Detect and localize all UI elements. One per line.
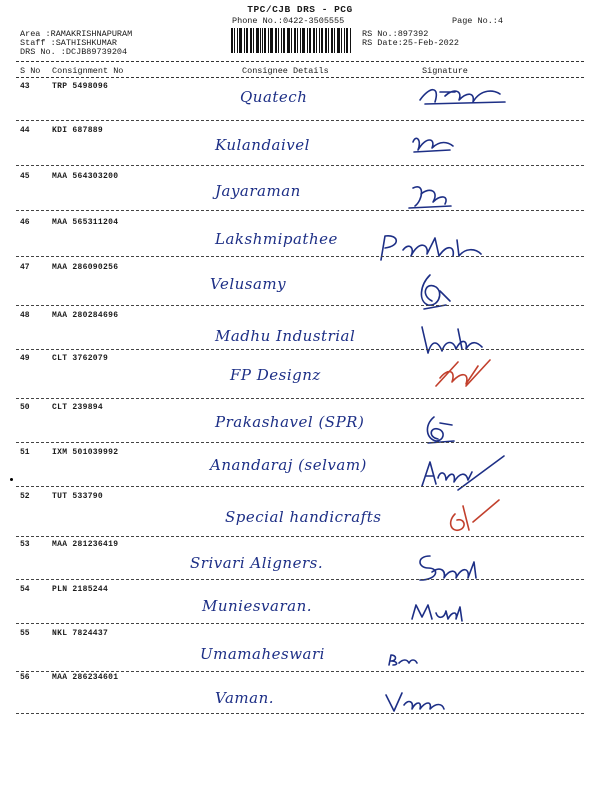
barcode-bar [307,28,308,53]
row-consignee: Lakshmipathee [215,230,338,248]
row-sno: 45 [20,172,30,181]
row-divider [16,349,584,350]
row-sno: 47 [20,263,30,272]
row-consignment: NKL 7824437 [52,629,109,638]
signature-image [445,496,505,536]
row-consignee: Vaman. [215,689,274,707]
barcode-bar [313,28,315,53]
row-sno: 50 [20,403,30,412]
barcode-bar [244,28,245,53]
barcode-bar [283,28,285,53]
barcode-bar [264,28,266,53]
row-sno: 52 [20,492,30,501]
row-divider [16,165,584,166]
barcode-bar [262,28,263,53]
barcode-bar [239,28,242,53]
signature-image [408,130,458,158]
row-divider [16,486,584,487]
barcode-bar [344,28,345,53]
staff-label: Staff :SATHISHKUMAR [20,38,117,48]
row-sno: 44 [20,126,30,135]
barcode-bar [270,28,273,53]
signature-image [418,319,488,357]
row-consignment: CLT 239894 [52,403,104,412]
header-divider-bottom [16,77,584,78]
row-consignee: Madhu Industrial [215,327,356,345]
row-consignment: MAA 281236419 [52,540,119,549]
area-label: Area :RAMAKRISHNAPURAM [20,29,133,39]
barcode-bar [337,28,340,53]
col-consignee-header: Consignee Details [242,66,329,76]
barcode-bar [294,28,296,53]
row-consignee: Anandaraj (selvam) [210,456,367,474]
rs-number: RS No.:897392 [362,29,429,39]
barcode-bar [316,28,317,53]
barcode-bar [334,28,335,53]
row-consignment: PLN 2185244 [52,585,109,594]
row-consignee: Quatech [240,88,308,106]
signature-image [405,180,455,214]
barcode-bar [291,28,292,53]
signature-image [410,271,455,313]
row-divider [16,442,584,443]
barcode-bar [237,28,238,53]
row-consignment: MAA 565311204 [52,218,119,227]
row-divider [16,579,584,580]
header-divider-top [16,61,584,62]
barcode-bar [350,28,351,53]
barcode-bar [256,28,259,53]
row-sno: 48 [20,311,30,320]
row-sno: 49 [20,354,30,363]
row-consignee: Prakashavel (SPR) [215,413,365,431]
barcode-bar [275,28,277,53]
row-consignee: Muniesvaran. [202,597,313,615]
signature-image [385,651,421,669]
sheet-title: TPC/CJB DRS - PCG [247,4,353,15]
phone-number: Phone No.:0422-3505555 [232,16,345,26]
row-sno: 53 [20,540,30,549]
row-consignment: MAA 286234601 [52,673,119,682]
row-consignee: Umamaheswari [200,645,325,663]
row-consignment: TUT 533790 [52,492,104,501]
row-consignee: FP Designz [230,366,321,384]
barcode-bar [297,28,298,53]
barcode-bar [328,28,329,53]
signature-image [430,356,500,392]
row-consignment: MAA 564303200 [52,172,119,181]
row-consignment: IXM 501039992 [52,448,119,457]
row-consignment: CLT 3762079 [52,354,109,363]
barcode-bar [321,28,324,53]
row-divider [16,713,584,714]
signature-image [420,411,460,445]
barcode-bar [234,28,235,53]
row-sno: 43 [20,82,30,91]
signature-image [375,230,490,264]
signature-image [415,82,515,112]
row-consignee: Velusamy [210,275,287,293]
row-sno: 56 [20,673,30,682]
barcode-bar [268,28,269,53]
barcode-bar [287,28,290,53]
row-consignment: MAA 286090256 [52,263,119,272]
barcode-bar [278,28,279,53]
col-sno-header: S No [20,66,41,76]
row-consignee: Special handicrafts [225,508,382,526]
row-divider [16,398,584,399]
row-consignment: TRP 5498096 [52,82,109,91]
row-divider [16,536,584,537]
barcode-bar [346,28,348,53]
row-consignment: KDI 687889 [52,126,104,135]
row-divider [16,210,584,211]
barcode-bar [302,28,305,53]
barcode-bar [309,28,311,53]
page-mark [10,478,13,481]
barcode-bar [253,28,254,53]
col-consignment-header: Consignment No [52,66,124,76]
row-divider [16,256,584,257]
barcode-bar [325,28,327,53]
row-consignment: MAA 280284696 [52,311,119,320]
row-divider [16,671,584,672]
rs-date: RS Date:25-Feb-2022 [362,38,459,48]
row-sno: 54 [20,585,30,594]
row-divider [16,623,584,624]
row-sno: 46 [20,218,30,227]
row-sno: 51 [20,448,30,457]
barcode-bar [319,28,320,53]
row-divider [16,120,584,121]
barcode-bar [246,28,248,53]
barcode-bar [300,28,301,53]
row-consignee: Jayaraman [215,182,301,200]
barcode-bar [250,28,252,53]
signature-image [418,450,508,494]
barcode [231,28,353,53]
row-consignee: Srivari Aligners. [190,554,324,572]
drs-number: DRS No. :DCJB89739204 [20,47,128,57]
row-divider [16,305,584,306]
row-sno: 55 [20,629,30,638]
barcode-bar [281,28,282,53]
barcode-bar [341,28,342,53]
signature-image [408,597,468,625]
barcode-bar [260,28,261,53]
barcode-bar [231,28,233,53]
col-signature-header: Signature [422,66,468,76]
row-consignee: Kulandaivel [215,136,310,154]
barcode-bar [331,28,333,53]
page-number: Page No.:4 [452,16,504,26]
